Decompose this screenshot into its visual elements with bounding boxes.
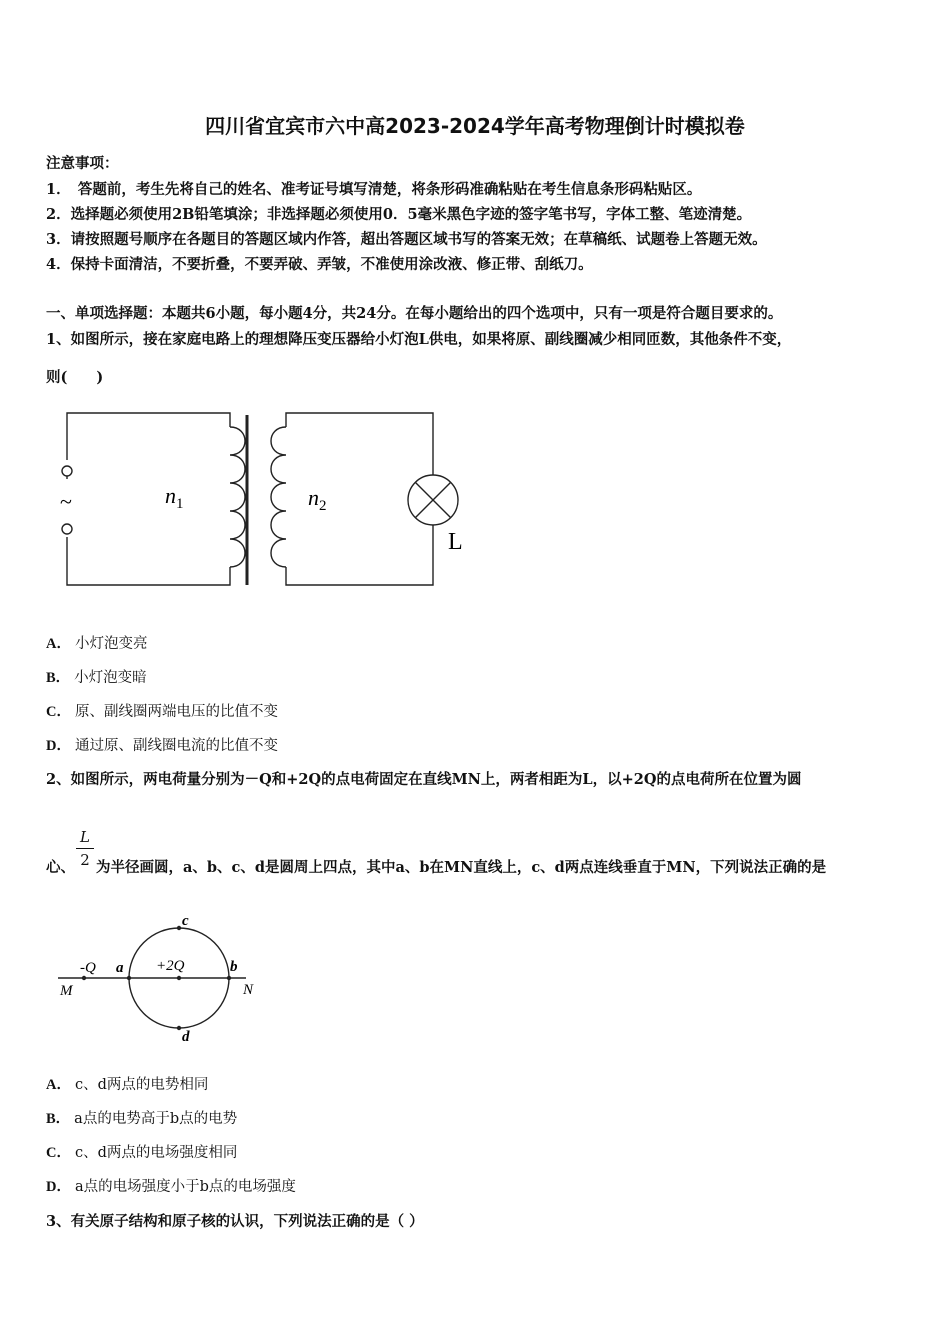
option-c[interactable]: C． 原、副线圈两端电压的比值不变	[46, 704, 278, 720]
section-heading: 一、单项选择题：本题共6小题，每小题4分，共24分。在每小题给出的四个选项中，只有一项是符合题目要求的。	[46, 305, 783, 322]
charge-circle-figure	[50, 910, 270, 1045]
option-d[interactable]: D． a点的电场强度小于b点的电场强度	[46, 1179, 296, 1195]
line-end-n-label: N	[243, 982, 254, 998]
ac-source-symbol: ~	[60, 489, 72, 514]
question-1-stem-cont: 则( )	[46, 369, 104, 386]
option-c[interactable]: C． c、d两点的电场强度相同	[46, 1145, 238, 1161]
question-2-stem-pre: 心、	[46, 859, 75, 876]
point-a-label: a	[116, 960, 124, 976]
point-c-label: c	[182, 913, 189, 929]
point-d-label: d	[182, 1029, 190, 1045]
primary-turns-label: $n_1$	[165, 483, 184, 512]
question-1-stem: 1、如图所示，接在家庭电路上的理想降压变压器给小灯泡L供电，如果将原、副线圈减少相同匝数，其他条件不变，	[46, 331, 792, 348]
option-a[interactable]: A． c、d两点的电势相同	[46, 1077, 209, 1093]
notice-item: 1． 答题前，考生先将自己的姓名、准考证号填写清楚，将条形码准确粘贴在考生信息条形码粘贴区。	[46, 181, 702, 198]
notice-heading: 注意事项：	[46, 155, 119, 172]
transformer-circuit-figure	[50, 405, 480, 595]
option-d[interactable]: D． 通过原、副线圈电流的比值不变	[46, 738, 278, 754]
lamp-label: L	[448, 529, 463, 555]
secondary-turns-label: $n_2$	[308, 485, 327, 514]
point-b-label: b	[230, 959, 238, 975]
fraction-l-over-2: L 2	[76, 828, 94, 869]
question-2-stem: 2、如图所示，两电荷量分别为－Q和+2Q的点电荷固定在直线MN上，两者相距为L，以+2Q的点电荷所在位置为圆	[46, 771, 802, 788]
option-a[interactable]: A． 小灯泡变亮	[46, 636, 148, 652]
notice-item: 3．请按照题号顺序在各题目的答题区域内作答，超出答题区域书写的答案无效；在草稿纸、试题卷上答题无效。	[46, 231, 767, 248]
negative-charge-label: -Q	[80, 960, 96, 976]
question-3-stem: 3、有关原子结构和原子核的认识，下列说法正确的是（ ）	[46, 1213, 424, 1230]
question-2-stem-cont: 为半径画圆，a、b、c、d是圆周上四点，其中a、b在MN直线上，c、d两点连线垂直于MN，下列说法正确的是	[96, 859, 827, 876]
positive-charge-label: +2Q	[156, 958, 185, 974]
notice-item: 4．保持卡面清洁，不要折叠，不要弄破、弄皱，不准使用涂改液、修正带、刮纸刀。	[46, 256, 593, 273]
line-end-m-label: M	[60, 983, 73, 999]
page-title: 四川省宜宾市六中高2023-2024学年高考物理倒计时模拟卷	[205, 114, 745, 138]
option-b[interactable]: B． 小灯泡变暗	[46, 670, 147, 686]
option-b[interactable]: B． a点的电势高于b点的电势	[46, 1111, 238, 1127]
notice-item: 2．选择题必须使用2B铅笔填涂；非选择题必须使用0．5毫米黑色字迹的签字笔书写，字体工整、笔迹清楚。	[46, 206, 752, 223]
